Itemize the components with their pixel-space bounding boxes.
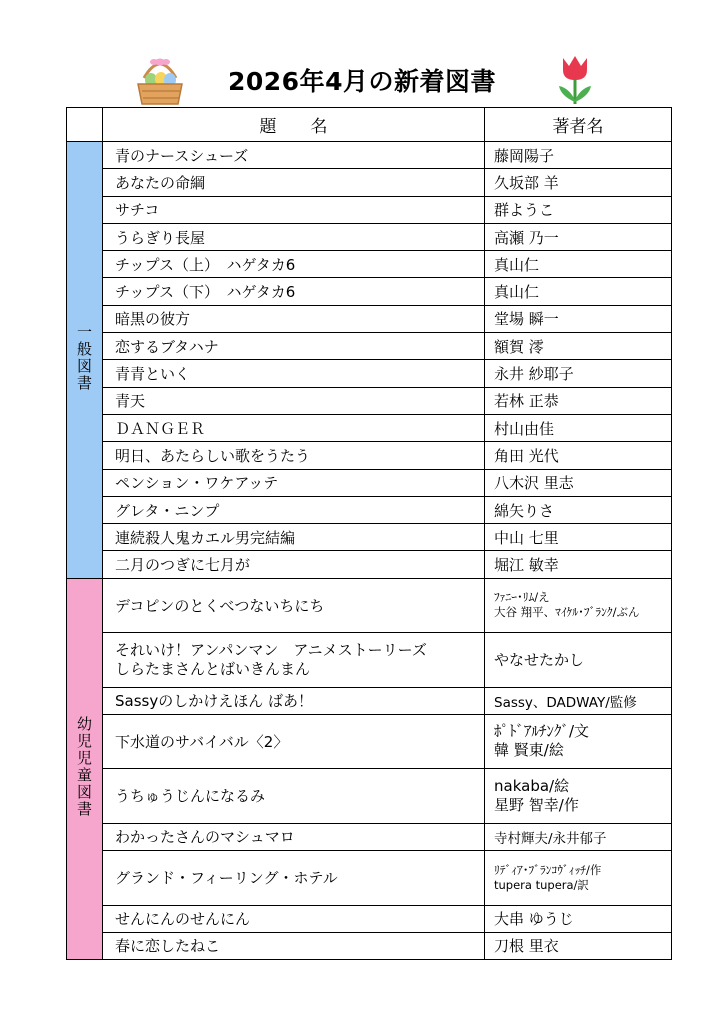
book-title: 恋するブタハナ [103,333,485,360]
book-title: あなたの命綱 [103,169,485,196]
book-author: 高瀬 乃一 [485,223,672,250]
book-title: デコピンのとくべつないちにち [103,578,485,632]
author-line: 大谷 翔平、ﾏｲｹﾙ･ﾌﾞﾗﾝｸ/ぶん [494,605,640,620]
book-author: 真山仁 [485,251,672,278]
book-author [485,768,672,823]
book-author: 群ようこ [485,196,672,223]
book-author: 刀根 里衣 [485,932,672,959]
table-row [67,196,672,223]
table-row [67,414,672,441]
book-title: 青のナースシューズ [103,142,485,169]
book-author: 若林 正恭 [485,387,672,414]
book-title: ＤＡＮＧＥＲ [103,414,485,441]
table-row [67,823,672,850]
book-title: チップス（上） ハゲタカ6 [103,251,485,278]
table-row [67,578,672,632]
page-title: 2026年4月の新着図書 [228,67,496,96]
book-author: 寺村輝夫/永井郁子 [485,823,672,850]
book-author: 永井 紗耶子 [485,360,672,387]
book-title: 下水道のサバイバル〈2〉 [103,714,485,768]
page-header [0,48,724,108]
table-row [67,496,672,523]
book-author: 堂場 瞬一 [485,305,672,332]
book-author: 中山 七里 [485,524,672,551]
table-row [67,142,672,169]
author-line: 星野 智幸/作 [494,795,579,814]
author-line: nakaba/絵 [494,776,570,795]
book-author: 堀江 敏幸 [485,551,672,578]
book-author [485,578,672,632]
book-author [485,850,672,905]
author-line: 韓 賢東/絵 [494,741,564,760]
book-author: 村山由佳 [485,414,672,441]
table-row [67,469,672,496]
book-author: 八木沢 里志 [485,469,672,496]
book-title [103,632,485,687]
book-title: Sassyのしかけえほん ばあ！ [103,687,485,714]
new-books-table [66,107,672,960]
book-author: 綿矢りさ [485,496,672,523]
book-title: 明日、あたらしい歌をうたう [103,442,485,469]
category-label: 一般図書 [75,323,93,392]
book-title: わかったさんのマシュマロ [103,823,485,850]
book-author: Sassy、DADWAY/監修 [485,687,672,714]
title-line: しらたまさんとばいきんまん [115,659,311,678]
book-author: やなせたかし [485,632,672,687]
book-title: 春に恋したねこ [103,932,485,959]
table-row [67,932,672,959]
book-title: 暗黒の彼方 [103,305,485,332]
table-header-row [67,108,672,142]
table-row [67,905,672,932]
book-title: 青天 [103,387,485,414]
book-author: 額賀 澪 [485,333,672,360]
book-title: 二月のつぎに七月が [103,551,485,578]
table-row [67,333,672,360]
book-author: 久坂部 羊 [485,169,672,196]
book-title: グランド・フィーリング・ホテル [103,850,485,905]
book-title: 青青といく [103,360,485,387]
author-column-header: 著者名 [485,108,672,142]
tulip-icon [555,52,595,108]
table-row [67,768,672,823]
book-author: 藤岡陽子 [485,142,672,169]
book-author: 大串 ゆうじ [485,905,672,932]
table-row [67,850,672,905]
book-title: 連続殺人鬼カエル男完結編 [103,524,485,551]
book-title: ペンション・ワケアッテ [103,469,485,496]
book-author [485,714,672,768]
title-line: それいけ！アンパンマン アニメストーリーズ [115,640,427,659]
book-author: 真山仁 [485,278,672,305]
table-row [67,551,672,578]
table-row [67,169,672,196]
category-label: 幼児児童図書 [75,715,93,818]
table-row [67,360,672,387]
table-row [67,524,672,551]
category-general [67,142,103,579]
book-title: うらぎり長屋 [103,223,485,250]
book-title: グレタ・ニンプ [103,496,485,523]
table-row [67,387,672,414]
title-column-header: 題 名 [103,108,485,142]
author-line: ﾌｧﾆｰ･ﾘﾑ/え [494,590,550,605]
book-title: チップス（下） ハゲタカ6 [103,278,485,305]
author-line: ﾎﾟﾄﾞｱﾙﾁﾝｸﾞ/文 [494,722,590,741]
table-row [67,442,672,469]
book-author: 角田 光代 [485,442,672,469]
author-line: tupera tupera/訳 [494,877,589,892]
book-title: せんにんのせんにん [103,905,485,932]
table-row [67,305,672,332]
table-row [67,687,672,714]
book-title: うちゅうじんになるみ [103,768,485,823]
author-line: ﾘﾃﾞｨｱ･ﾌﾞﾗﾝｺｳﾞｨｯﾁ/作 [494,862,602,877]
book-title: サチコ [103,196,485,223]
table-row [67,278,672,305]
table-row [67,714,672,768]
table-row [67,251,672,278]
category-header-cell [67,108,103,142]
category-kids [67,578,103,959]
table-row [67,223,672,250]
table-row [67,632,672,687]
